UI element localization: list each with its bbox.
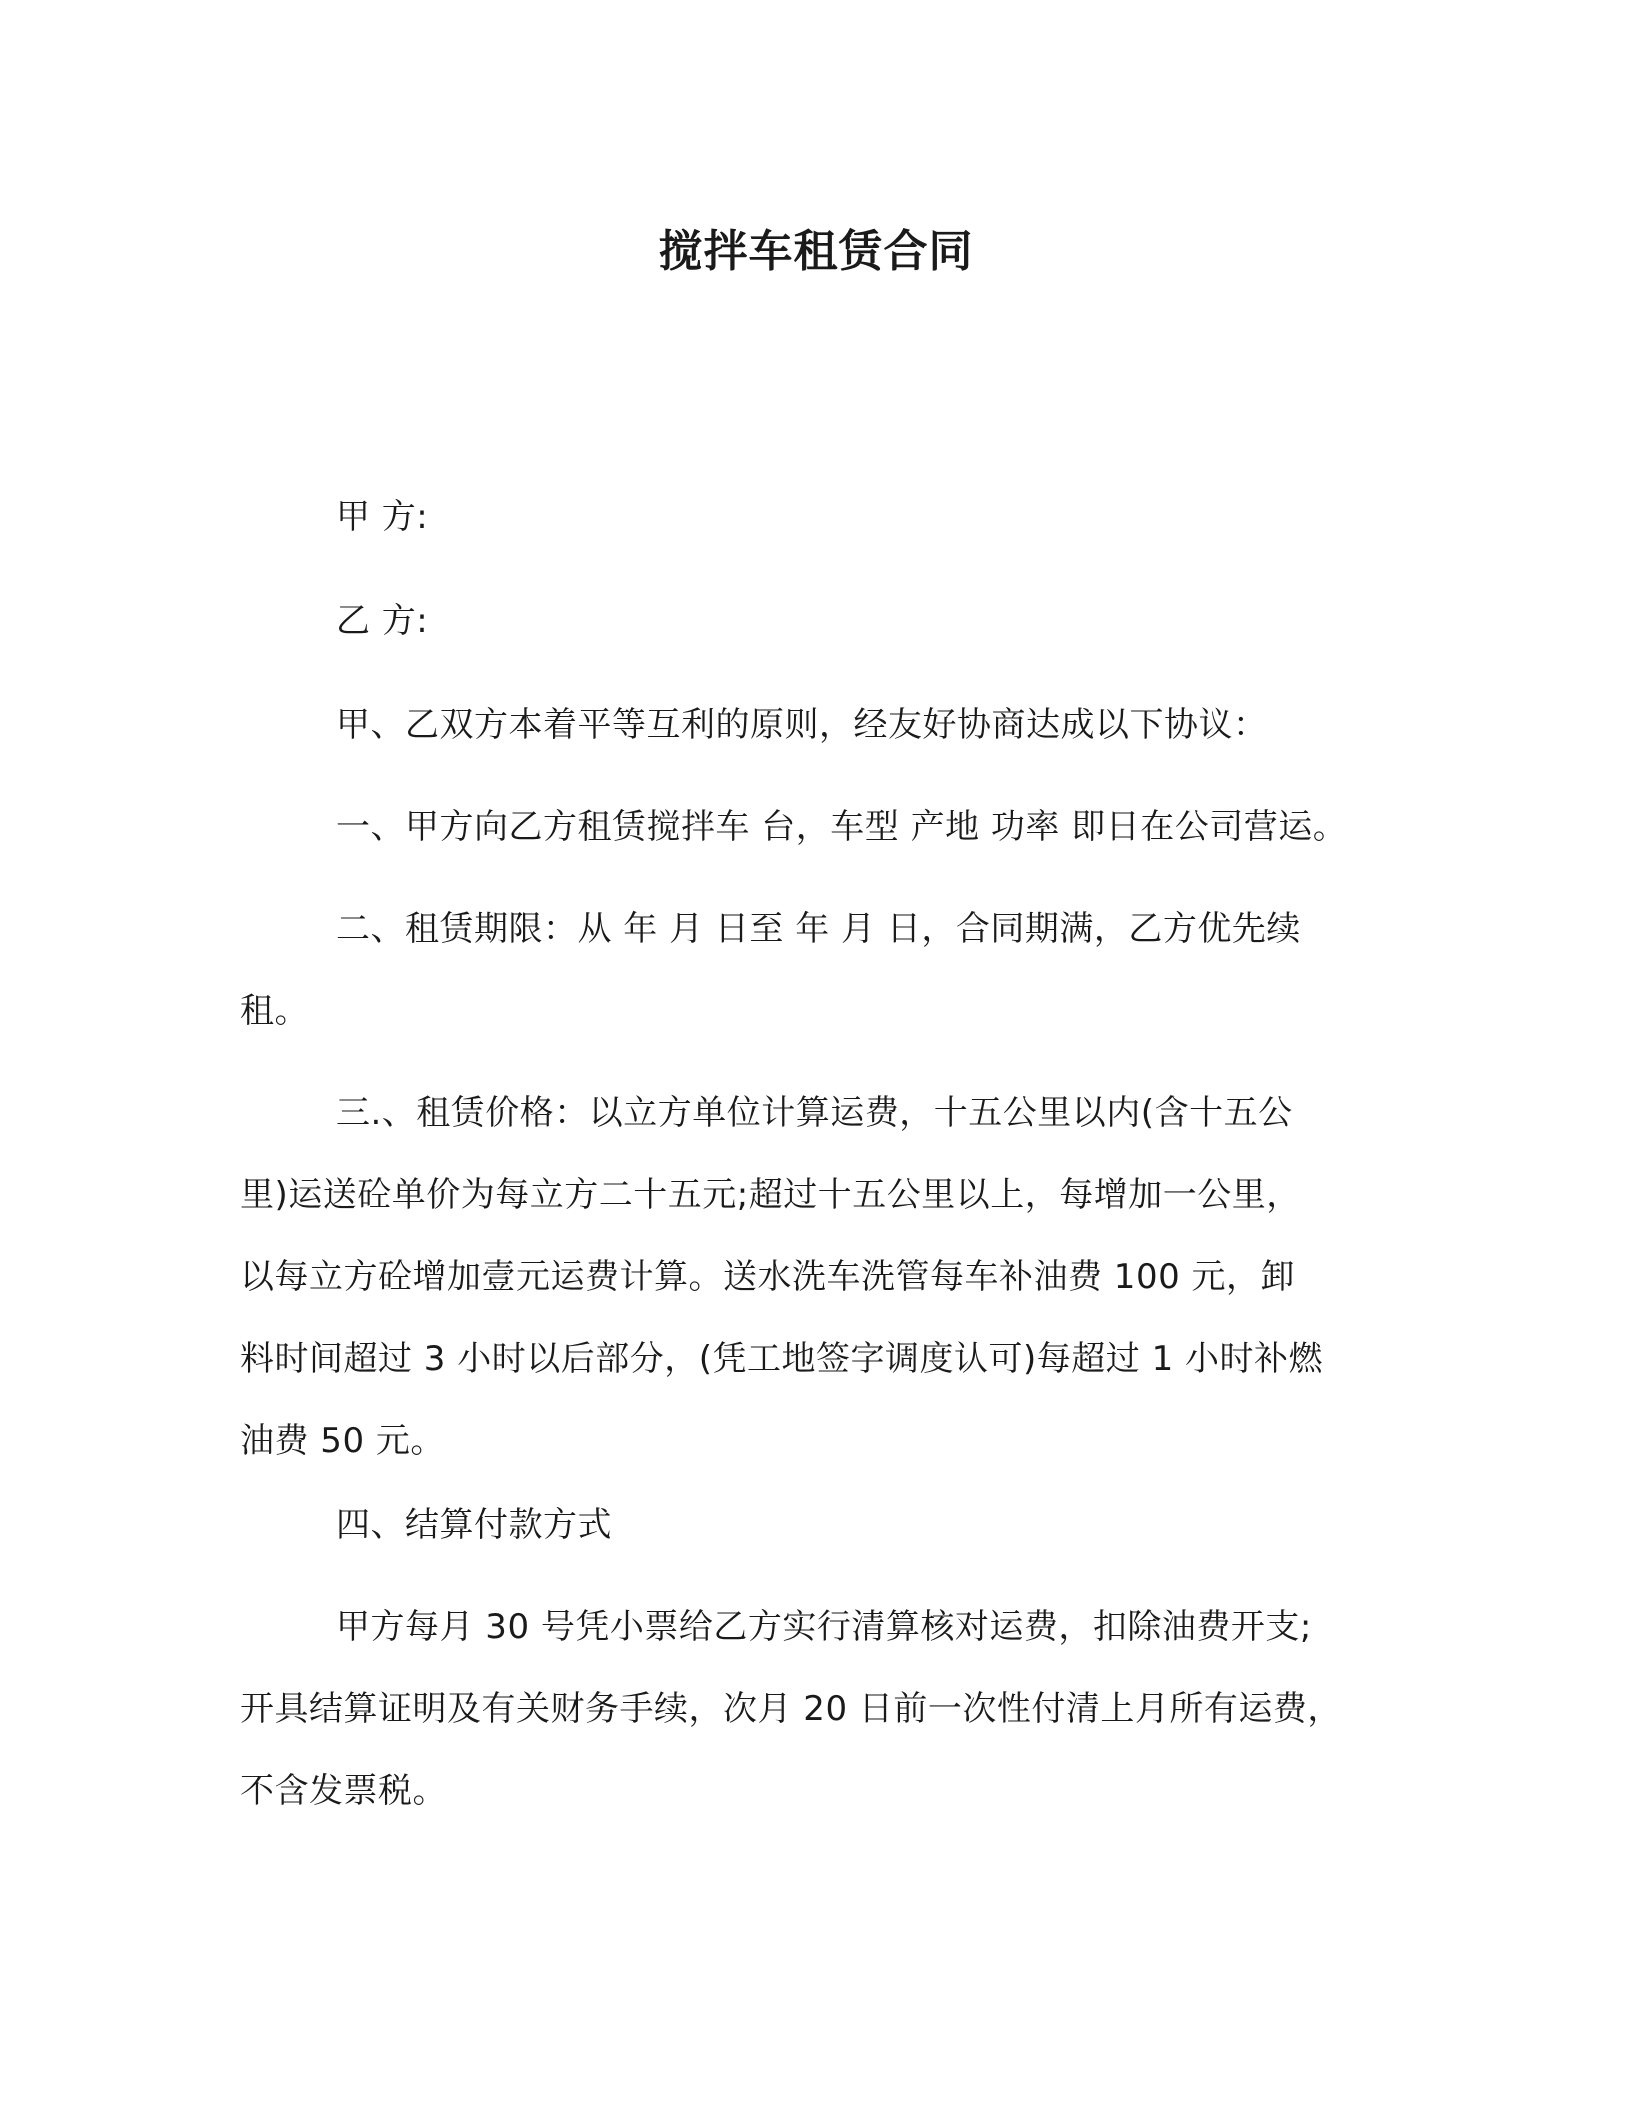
party-a-label: 甲 方:	[336, 497, 429, 537]
party-a-line	[240, 476, 1400, 558]
clause-4-line: 不含发票税。	[240, 1771, 447, 1811]
clause-2-line: 二、租赁期限：从 年 月 日至 年 月 日，合同期满，乙方优先续	[336, 909, 1301, 949]
intro-paragraph	[240, 684, 1400, 766]
clause-4-line: 甲方每月 30 号凭小票给乙方实行清算核对运费，扣除油费开支;	[336, 1607, 1312, 1647]
clause-4-line: 开具结算证明及有关财务手续，次月 20 日前一次性付清上月所有运费，	[240, 1689, 1342, 1729]
clause-2-line: 租。	[240, 991, 309, 1031]
party-b-line	[240, 580, 1400, 662]
clause-4-heading	[240, 1484, 1400, 1566]
clause-3-line: 以每立方砼增加壹元运费计算。送水洗车洗管每车补油费 100 元，卸	[240, 1257, 1296, 1297]
clause-3-line: 三.、租赁价格：以立方单位计算运费，十五公里以内(含十五公	[336, 1093, 1293, 1133]
party-b-label: 乙 方:	[336, 601, 429, 641]
clause-1-text: 一、甲方向乙方租赁搅拌车 台，车型 产地 功率 即日在公司营运。	[336, 807, 1348, 847]
clause-4-heading-text: 四、结算付款方式	[336, 1505, 612, 1545]
clause-3-line: 里)运送砼单价为每立方二十五元;超过十五公里以上，每增加一公里，	[240, 1175, 1301, 1215]
document-title: 搅拌车租赁合同	[658, 226, 974, 277]
clause-4	[240, 1586, 1400, 1832]
clause-2	[240, 888, 1400, 1052]
clause-3-line: 油费 50 元。	[240, 1421, 445, 1461]
clause-1	[240, 786, 1400, 868]
clause-3-line: 料时间超过 3 小时以后部分，(凭工地签字调度认可)每超过 1 小时补燃	[240, 1339, 1324, 1379]
intro-text: 甲、乙双方本着平等互利的原则，经友好协商达成以下协议：	[336, 705, 1268, 745]
clause-3	[240, 1072, 1400, 1482]
